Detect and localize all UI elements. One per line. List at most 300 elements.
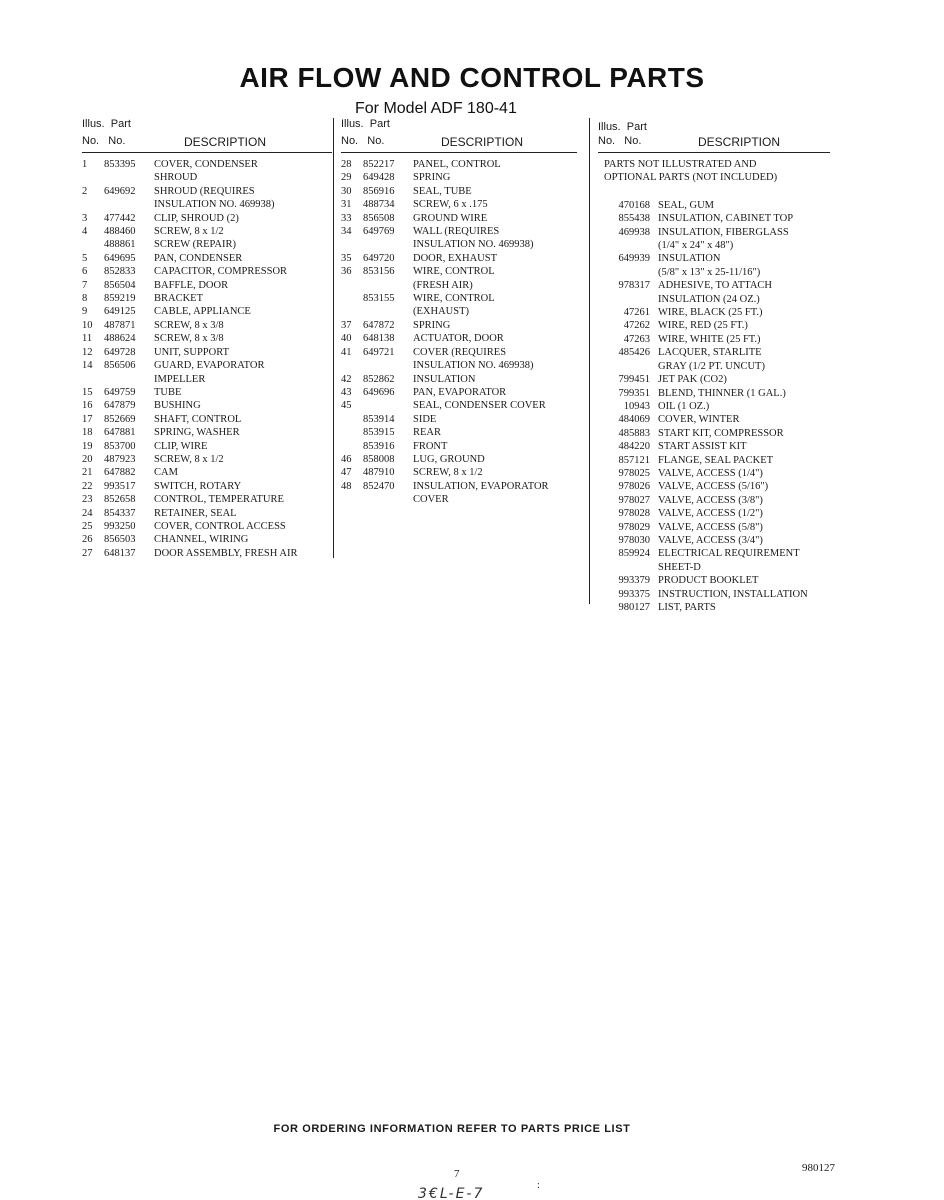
part-row (82, 426, 332, 439)
part-row (598, 547, 844, 560)
illus-no: 28 (341, 159, 352, 170)
part-description: LACQUER, STARLITE (658, 347, 762, 359)
part-no (363, 359, 413, 372)
part-row (341, 185, 577, 198)
part-description: VALVE, ACCESS (1/4") (658, 467, 763, 479)
part-row (598, 588, 844, 601)
part-no: 649720 (363, 252, 395, 264)
part-description: INSULATION (658, 253, 721, 265)
illus-no: 5 (82, 252, 88, 264)
part-description: SCREW, 8 x 3/8 (154, 333, 224, 345)
part-description: SHROUD (154, 172, 198, 184)
illus-no: 12 (82, 346, 93, 358)
illus-no: 18 (82, 427, 93, 439)
illus-no: 35 (341, 252, 352, 264)
part-row (598, 360, 844, 373)
header-no-no: No. No. (82, 135, 126, 147)
part-no: 649759 (104, 386, 136, 398)
part-description: GRAY (1/2 PT. UNCUT) (658, 360, 765, 372)
part-no: 649428 (363, 172, 395, 184)
part-no: 854337 (104, 507, 136, 519)
part-description: ADHESIVE, TO ATTACH (658, 280, 772, 292)
part-description: COVER, CONTROL ACCESS (154, 520, 286, 532)
header-illus-part: Illus. Part (341, 118, 390, 130)
illus-no: 15 (82, 386, 93, 398)
handwritten-note: 3€L-E-7 (418, 1186, 485, 1200)
parts-list-1 (82, 158, 332, 560)
illus-no: 11 (82, 333, 93, 345)
part-no: 487923 (104, 453, 136, 465)
part-no: 853155 (363, 293, 395, 305)
part-row (82, 413, 332, 426)
illus-no (82, 238, 104, 251)
part-row (598, 467, 844, 480)
part-no: 978026 (618, 481, 650, 493)
part-description: DOOR ASSEMBLY, FRESH AIR (154, 547, 298, 559)
part-row (341, 279, 577, 292)
part-no: 853156 (363, 266, 395, 278)
part-row (82, 158, 332, 171)
part-description: WALL (REQUIRES (413, 226, 500, 238)
part-no: 859219 (104, 293, 136, 305)
illus-no: 24 (82, 507, 93, 519)
part-no: 853914 (363, 413, 395, 425)
illus-no: 37 (341, 319, 352, 331)
part-no: 47262 (623, 320, 650, 332)
part-no (598, 293, 658, 306)
part-no (598, 239, 658, 252)
illus-no: 6 (82, 266, 88, 278)
part-description: INSULATION, FIBERGLASS (658, 226, 789, 238)
part-row (598, 574, 844, 587)
part-description: SEAL, TUBE (413, 185, 472, 197)
parts-list-2 (341, 158, 577, 507)
part-no: 853916 (363, 440, 395, 452)
not-illustrated-note: PARTS NOT ILLUSTRATED AND OPTIONAL PARTS (NOT INCLUDED) (604, 159, 778, 184)
part-row (82, 225, 332, 238)
part-description: BAFFLE, DOOR (154, 279, 229, 291)
illus-no: 36 (341, 266, 352, 278)
part-description: SEAL, GUM (658, 199, 715, 211)
part-row (341, 453, 577, 466)
part-row (598, 521, 844, 534)
illus-no (82, 171, 104, 184)
part-no: 852669 (104, 413, 136, 425)
part-row (341, 158, 577, 171)
part-no: 47263 (623, 333, 650, 345)
part-row (82, 346, 332, 359)
part-no: 852862 (363, 373, 395, 385)
part-description: WIRE, CONTROL (413, 266, 495, 278)
parts-column-1 (82, 118, 332, 560)
part-row (82, 185, 332, 198)
part-no: 647872 (363, 319, 395, 331)
illus-no: 7 (82, 279, 88, 291)
header-description: DESCRIPTION (441, 135, 524, 149)
part-no (104, 171, 154, 184)
part-row (598, 252, 844, 265)
part-row (341, 440, 577, 453)
illus-no: 16 (82, 400, 93, 412)
part-description: SHEET-D (658, 561, 701, 573)
illus-no: 27 (82, 547, 93, 559)
part-no: 485426 (618, 347, 650, 359)
part-no (104, 198, 154, 211)
part-row (341, 413, 577, 426)
part-no: 484069 (618, 414, 650, 426)
illus-no: 46 (341, 453, 352, 465)
part-no: 856508 (363, 212, 395, 224)
part-description: SCREW, 6 x .175 (413, 199, 488, 211)
part-no: 649721 (363, 346, 395, 358)
part-no (598, 561, 658, 574)
part-row (82, 279, 332, 292)
illus-no: 48 (341, 480, 352, 492)
part-row (82, 238, 332, 251)
header-illus-part: Illus. Part (598, 121, 647, 133)
parts-list-3 (598, 199, 844, 615)
illus-no (82, 198, 104, 211)
part-description: WIRE, CONTROL (413, 293, 495, 305)
header-rule (598, 152, 830, 153)
part-description: SPRING (413, 319, 451, 331)
part-description: SIDE (413, 413, 437, 425)
part-description: COVER (413, 494, 449, 506)
part-row (82, 507, 332, 520)
part-description: LIST, PARTS (658, 602, 716, 613)
part-no: 993517 (104, 480, 136, 492)
page-title: AIR FLOW AND CONTROL PARTS (239, 62, 705, 93)
illus-no: 26 (82, 534, 93, 546)
part-row (82, 386, 332, 399)
part-no: 649939 (618, 253, 650, 265)
part-no: 978030 (618, 534, 650, 546)
header-no-no: No. No. (341, 135, 385, 147)
part-no: 978027 (618, 494, 650, 506)
part-no: 978028 (618, 508, 650, 520)
part-description: ACTUATOR, DOOR (413, 333, 504, 345)
illus-no: 1 (82, 159, 88, 170)
illus-no: 42 (341, 373, 352, 385)
part-description: DOOR, EXHAUST (413, 252, 497, 264)
illus-no: 10 (82, 319, 93, 331)
part-description: SCREW, 8 x 3/8 (154, 319, 224, 331)
part-no: 852470 (363, 480, 395, 492)
illus-no: 41 (341, 346, 352, 358)
part-row (341, 493, 577, 506)
part-no: 470168 (618, 199, 650, 211)
illus-no (341, 426, 363, 439)
illus-no (341, 279, 363, 292)
part-description: SHROUD (REQUIRES (154, 185, 255, 197)
column-divider-2 (589, 118, 590, 604)
part-description: START KIT, COMPRESSOR (658, 427, 784, 439)
illus-no (82, 373, 104, 386)
part-row (341, 305, 577, 318)
part-description: (5/8" x 13" x 25-11/16") (658, 266, 761, 278)
document-number: 980127 (802, 1162, 835, 1174)
part-row (598, 601, 844, 614)
part-description: (EXHAUST) (413, 306, 469, 318)
part-row (341, 359, 577, 372)
part-row (82, 292, 332, 305)
part-no: 477442 (104, 212, 136, 224)
part-no: 858008 (363, 453, 395, 465)
part-row (82, 493, 332, 506)
illus-no: 3 (82, 212, 88, 224)
part-row (341, 225, 577, 238)
part-row (82, 252, 332, 265)
part-no: 855438 (618, 213, 650, 225)
part-no: 859924 (618, 548, 650, 560)
part-description: SCREW, 8 x 1/2 (154, 453, 224, 465)
part-no: 856916 (363, 185, 395, 197)
header-no-no: No. No. (598, 135, 642, 147)
part-no: 649769 (363, 226, 395, 238)
part-row (598, 226, 844, 239)
part-description: RETAINER, SEAL (154, 507, 237, 519)
part-description: FLANGE, SEAL PACKET (658, 454, 774, 466)
illus-no: 47 (341, 467, 352, 479)
part-description: VALVE, ACCESS (5/8") (658, 521, 763, 533)
illus-no: 25 (82, 520, 93, 532)
part-description: SEAL, CONDENSER COVER (413, 400, 546, 412)
part-description: INSULATION NO. 469938) (413, 360, 534, 372)
part-row (341, 466, 577, 479)
part-no: 649728 (104, 346, 136, 358)
part-row (598, 319, 844, 332)
part-row (82, 466, 332, 479)
part-description: PAN, EVAPORATOR (413, 386, 507, 398)
part-no: 799351 (618, 387, 650, 399)
part-no: 853915 (363, 427, 395, 439)
part-row (598, 534, 844, 547)
part-no: 799451 (618, 374, 650, 386)
part-no (363, 399, 413, 412)
part-description: BUSHING (154, 400, 201, 412)
part-row (341, 238, 577, 251)
part-row (598, 494, 844, 507)
part-no: 978025 (618, 467, 650, 479)
part-description: REAR (413, 427, 442, 439)
part-no: 978317 (618, 280, 650, 292)
header-rule (82, 152, 332, 153)
part-description: GUARD, EVAPORATOR (154, 360, 265, 372)
part-row (82, 212, 332, 225)
part-row (598, 427, 844, 440)
part-no: 647882 (104, 467, 136, 479)
part-row (341, 319, 577, 332)
part-row (82, 453, 332, 466)
ordering-footer: FOR ORDERING INFORMATION REFER TO PARTS PRICE LIST (273, 1123, 631, 1135)
part-description: (1/4" x 24" x 48") (658, 240, 734, 252)
part-no (598, 266, 658, 279)
part-description: LUG, GROUND (413, 453, 485, 465)
part-row (341, 386, 577, 399)
part-row (598, 387, 844, 400)
part-description: INSTRUCTION, INSTALLATION (658, 588, 808, 600)
part-description: VALVE, ACCESS (5/16") (658, 481, 769, 493)
part-description: BLEND, THINNER (1 GAL.) (658, 387, 786, 399)
part-description: BRACKET (154, 293, 204, 305)
illus-no: 20 (82, 453, 93, 465)
part-row (598, 413, 844, 426)
column-header (82, 118, 332, 154)
part-no: 993375 (618, 588, 650, 600)
part-description: INSULATION NO. 469938) (154, 199, 275, 211)
part-no: 488460 (104, 226, 136, 238)
illus-no: 21 (82, 467, 93, 479)
part-description: (FRESH AIR) (413, 279, 473, 291)
part-no: 649692 (104, 185, 136, 197)
part-row (82, 547, 332, 560)
part-description: CONTROL, TEMPERATURE (154, 494, 284, 506)
illus-no: 30 (341, 185, 352, 197)
part-description: VALVE, ACCESS (3/4") (658, 534, 763, 546)
part-description: JET PAK (CO2) (658, 374, 727, 386)
illus-no: 4 (82, 226, 88, 238)
part-row (598, 561, 844, 574)
illus-no: 19 (82, 440, 93, 452)
part-no: 853700 (104, 440, 136, 452)
part-description: WIRE, BLACK (25 FT.) (658, 307, 763, 319)
part-no: 993379 (618, 575, 650, 587)
part-row (82, 373, 332, 386)
part-no: 649125 (104, 306, 136, 318)
part-description: INSULATION NO. 469938) (413, 239, 534, 251)
column-header (341, 118, 577, 154)
stray-mark: : (537, 1180, 540, 1191)
part-no: 649696 (363, 386, 395, 398)
column-header (598, 118, 844, 154)
part-no: 47261 (623, 307, 650, 319)
part-description: SWITCH, ROTARY (154, 480, 242, 492)
part-row (82, 520, 332, 533)
part-description: SCREW, 8 x 1/2 (154, 226, 224, 238)
part-no: 852833 (104, 266, 136, 278)
part-row (341, 480, 577, 493)
part-no: 857121 (618, 454, 650, 466)
illus-no: 17 (82, 413, 93, 425)
parts-column-3 (598, 118, 844, 614)
part-row (82, 399, 332, 412)
part-description: VALVE, ACCESS (1/2") (658, 508, 763, 520)
part-row (82, 533, 332, 546)
part-description: CHANNEL, WIRING (154, 534, 249, 546)
illus-no: 40 (341, 333, 352, 345)
part-row (82, 440, 332, 453)
part-row (82, 319, 332, 332)
part-no: 647881 (104, 427, 136, 439)
header-illus-part: Illus. Part (82, 118, 131, 130)
part-row (341, 265, 577, 278)
part-no: 978029 (618, 521, 650, 533)
part-description: IMPELLER (154, 373, 206, 385)
part-no: 856503 (104, 534, 136, 546)
part-row (82, 171, 332, 184)
part-no: 485883 (618, 427, 650, 439)
part-row (341, 373, 577, 386)
part-row (598, 400, 844, 413)
part-description: GROUND WIRE (413, 212, 488, 224)
part-description: WIRE, RED (25 FT.) (658, 320, 748, 332)
illus-no: 33 (341, 212, 352, 224)
illus-no (341, 305, 363, 318)
part-row (341, 332, 577, 345)
illus-no: 23 (82, 494, 93, 506)
part-row (341, 252, 577, 265)
part-no (363, 279, 413, 292)
illus-no: 9 (82, 306, 88, 318)
part-no: 649695 (104, 252, 136, 264)
part-no: 980127 (618, 602, 650, 613)
part-row (598, 440, 844, 453)
part-description: SHAFT, CONTROL (154, 413, 242, 425)
part-row (598, 346, 844, 359)
model-subtitle: For Model ADF 180-41 (355, 100, 517, 117)
part-no: 488861 (104, 239, 136, 251)
part-row (598, 239, 844, 252)
part-description: PRODUCT BOOKLET (658, 575, 759, 587)
part-description: SPRING (413, 172, 451, 184)
part-description: UNIT, SUPPORT (154, 346, 230, 358)
part-row (341, 399, 577, 412)
header-description: DESCRIPTION (698, 135, 781, 149)
part-no (104, 373, 154, 386)
part-row (82, 359, 332, 372)
part-row (598, 454, 844, 467)
part-row (341, 426, 577, 439)
part-no: 856504 (104, 279, 136, 291)
part-no (598, 360, 658, 373)
part-description: CAPACITOR, COMPRESSOR (154, 266, 288, 278)
part-row (341, 292, 577, 305)
illus-no (341, 238, 363, 251)
part-no (363, 305, 413, 318)
part-description: COVER, CONDENSER (154, 159, 258, 170)
illus-no (341, 440, 363, 453)
part-description: START ASSIST KIT (658, 441, 747, 453)
illus-no (341, 493, 363, 506)
part-description: COVER (REQUIRES (413, 346, 507, 358)
part-description: SPRING, WASHER (154, 427, 240, 439)
part-row (341, 198, 577, 211)
part-row (82, 198, 332, 211)
part-description: INSULATION (24 OZ.) (658, 293, 760, 305)
part-no: 488624 (104, 333, 136, 345)
part-description: FRONT (413, 440, 448, 452)
page-number: 7 (454, 1168, 460, 1180)
illus-no: 22 (82, 480, 93, 492)
illus-no: 14 (82, 360, 93, 372)
part-row (598, 373, 844, 386)
header-rule (341, 152, 577, 153)
part-no: 484220 (618, 441, 650, 453)
illus-no (341, 359, 363, 372)
part-row (598, 480, 844, 493)
part-description: WIRE, WHITE (25 FT.) (658, 333, 761, 345)
part-description: INSULATION, EVAPORATOR (413, 480, 549, 492)
part-row (598, 279, 844, 292)
illus-no: 34 (341, 226, 352, 238)
part-no: 648137 (104, 547, 136, 559)
part-description: CLIP, WIRE (154, 440, 208, 452)
column-divider-1 (333, 118, 334, 558)
part-description: CLIP, SHROUD (2) (154, 212, 239, 224)
part-description: CABLE, APPLIANCE (154, 306, 251, 318)
part-no: 487910 (363, 467, 395, 479)
illus-no: 2 (82, 185, 88, 197)
